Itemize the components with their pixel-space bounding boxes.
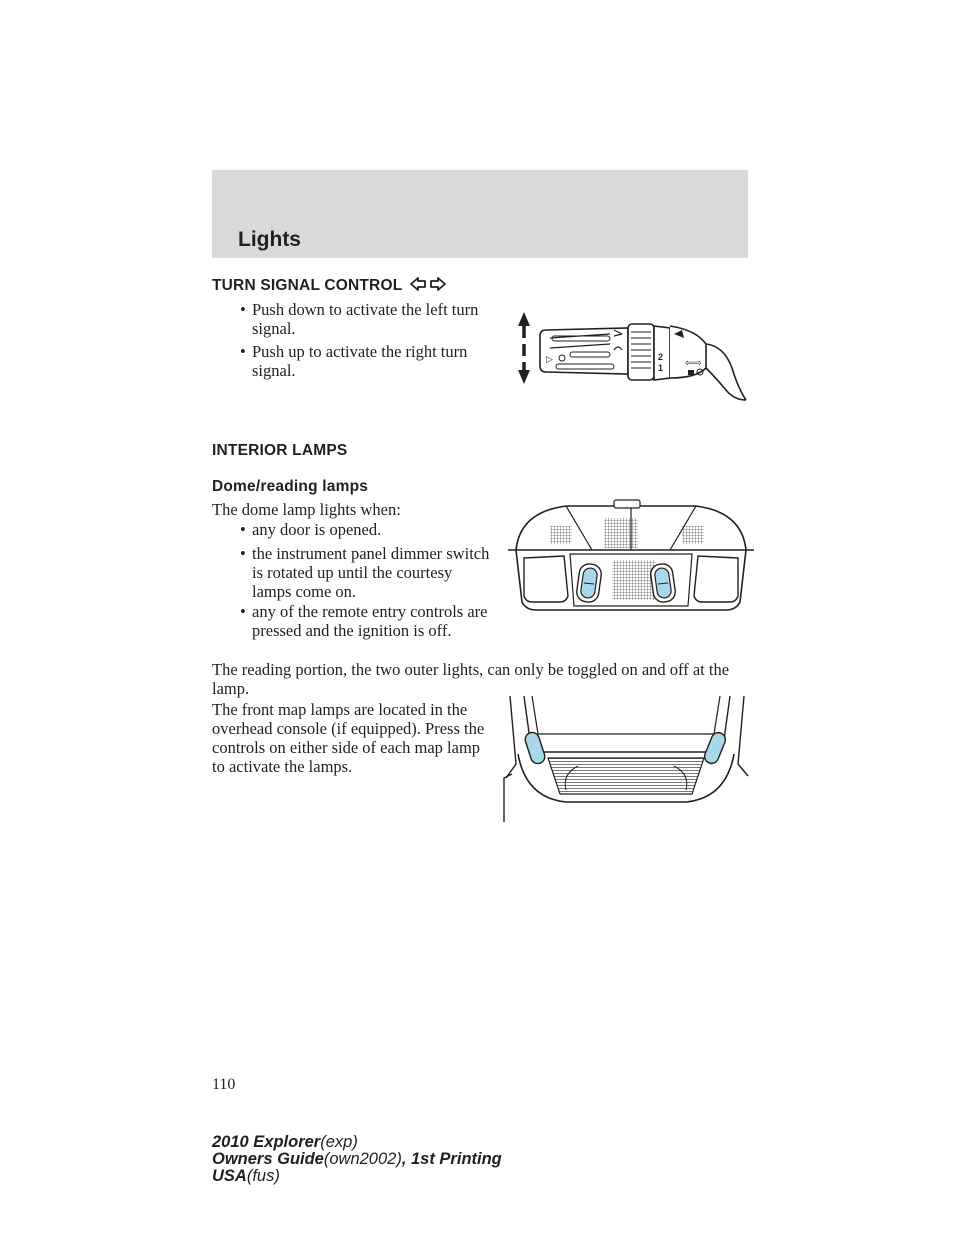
turn-signal-heading (212, 274, 445, 295)
turn-signal-stalk-illustration (510, 308, 750, 408)
map-lamps-paragraph: The front map lamps are located in the overhead console (if equipped). Press the controls on either side of each map lamp to activate the lamps. (212, 700, 485, 776)
map-lamp-illustration (502, 694, 752, 824)
section-title: Lights (238, 228, 301, 251)
section-header-band (212, 170, 748, 258)
dome-lamp-illustration (506, 496, 756, 616)
up-down-arrow-icon (518, 312, 530, 384)
page-number: 110 (212, 1076, 236, 1093)
turn-arrows-icon (409, 276, 447, 292)
stalk-mark: 1 (658, 363, 664, 373)
svg-text:⇦⇨: ⇦⇨ (685, 358, 702, 369)
svg-text:▷: ▷ (546, 354, 553, 364)
reading-portion-note: The reading portion, the two outer lights, can only be toggled on and off at the lamp. (212, 660, 730, 698)
document-footer: 2010 Explorer(exp) Owners Guide(own2002), 1st Printing USA(fus) (212, 1133, 502, 1185)
dome-intro: The dome lamp lights when: (212, 500, 401, 519)
dome-reading-subheading: Dome/reading lamps (212, 478, 369, 495)
stalk-mark: 2 (658, 352, 664, 362)
interior-lamps-heading: INTERIOR LAMPS (212, 442, 348, 459)
turn-signal-heading-text: TURN SIGNAL CONTROL (212, 277, 403, 294)
